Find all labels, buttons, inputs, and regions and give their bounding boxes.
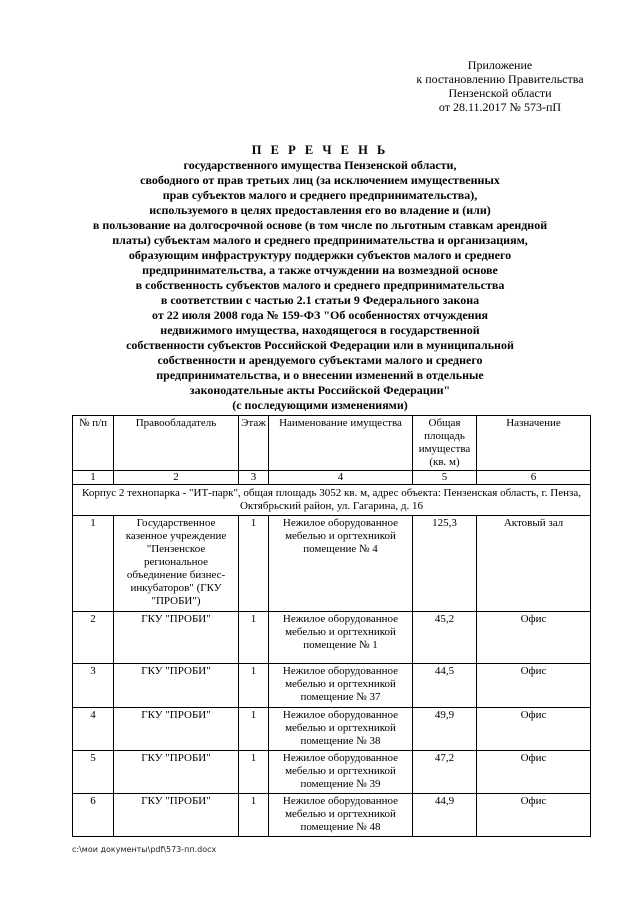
title-line: свободного от прав третьих лиц (за исключением имущественных <box>140 173 500 187</box>
cell-name: Нежилое оборудованное мебелью и оргтехникой помещение № 48 <box>269 794 413 837</box>
appendix-line: Пензенской области <box>448 86 552 100</box>
title-line: образующим инфраструктуру поддержки субъектов малого и среднего <box>128 248 512 262</box>
cell-purpose: Офис <box>477 751 591 794</box>
section-description: Корпус 2 технопарка - "ИТ-парк", общая площадь 3052 кв. м, адрес объекта: Пензенская область, г. Пенза, Октябрьский район, ул. Гагарина, д. 16 <box>73 485 591 516</box>
table-header-row <box>73 416 591 471</box>
table-row <box>73 794 591 837</box>
header-owner: Правообладатель <box>114 416 239 471</box>
title-line: предпринимательства, а также отчуждении на возмездной основе <box>142 263 498 277</box>
header-name: Наименование имущества <box>269 416 413 471</box>
column-number: 4 <box>269 471 413 485</box>
title-line: собственности субъектов Российской Федерации или в муниципальной <box>126 338 514 352</box>
cell-floor: 1 <box>239 516 269 612</box>
title-line: государственного имущества Пензенской области, <box>183 158 457 172</box>
title-line: от 22 июля 2008 года № 159-ФЗ "Об особенностях отчуждения <box>152 308 488 322</box>
cell-num: 5 <box>73 751 114 794</box>
cell-floor: 1 <box>239 794 269 837</box>
cell-name: Нежилое оборудованное мебелью и оргтехникой помещение № 37 <box>269 664 413 708</box>
appendix-date-line: от 28.11.2017 № 573-пП <box>438 100 562 114</box>
cell-name: Нежилое оборудованное мебелью и оргтехникой помещение № 4 <box>269 516 413 612</box>
cell-purpose: Офис <box>477 708 591 751</box>
cell-owner: ГКУ "ПРОБИ" <box>114 794 239 837</box>
cell-num: 4 <box>73 708 114 751</box>
cell-num: 6 <box>73 794 114 837</box>
table-row <box>73 708 591 751</box>
file-path-footer: c:\мои документы\pdf\573-пп.docx <box>72 845 217 854</box>
table-row <box>73 751 591 794</box>
cell-area: 45,2 <box>413 612 477 664</box>
header-num: № п/п <box>73 416 114 471</box>
title-line: собственности и арендуемого субъектами малого и среднего <box>157 353 483 367</box>
cell-area: 47,2 <box>413 751 477 794</box>
title-line: платы) субъектам малого и среднего предпринимательства и организациям, <box>112 233 528 247</box>
cell-area: 49,9 <box>413 708 477 751</box>
cell-name: Нежилое оборудованное мебелью и оргтехникой помещение № 39 <box>269 751 413 794</box>
title-line: в собственность субъектов малого и среднего предпринимательства <box>135 278 505 292</box>
cell-owner: ГКУ "ПРОБИ" <box>114 751 239 794</box>
table-row <box>73 516 591 612</box>
column-number: 6 <box>477 471 591 485</box>
cell-purpose: Офис <box>477 664 591 708</box>
title-line: недвижимого имущества, находящегося в государственной <box>160 323 480 337</box>
cell-num: 1 <box>73 516 114 612</box>
column-number: 2 <box>114 471 239 485</box>
title-line: используемого в целях предоставления его во владение и (или) <box>149 203 491 217</box>
cell-name: Нежилое оборудованное мебелью и оргтехникой помещение № 38 <box>269 708 413 751</box>
cell-num: 3 <box>73 664 114 708</box>
header-purpose: Назначение <box>477 416 591 471</box>
column-number: 5 <box>413 471 477 485</box>
cell-floor: 1 <box>239 751 269 794</box>
section-row <box>73 485 591 516</box>
cell-area: 44,9 <box>413 794 477 837</box>
title-line: прав субъектов малого и среднего предпринимательства), <box>162 188 478 202</box>
property-table <box>72 415 591 837</box>
column-number: 1 <box>73 471 114 485</box>
cell-floor: 1 <box>239 612 269 664</box>
cell-owner: Государственное казенное учреждение "Пензенское региональное объединение бизнес-инкубаторов" (ГКУ "ПРОБИ") <box>114 516 239 612</box>
cell-purpose: Офис <box>477 612 591 664</box>
title-line: (с последующими изменениями) <box>232 398 408 412</box>
title-line: в пользование на долгосрочной основе (в том числе по льготным ставкам арендной <box>92 218 548 232</box>
cell-owner: ГКУ "ПРОБИ" <box>114 612 239 664</box>
document-title <box>60 143 580 413</box>
header-area: Общая площадь имущества (кв. м) <box>413 416 477 471</box>
cell-area: 125,3 <box>413 516 477 612</box>
title-line: предпринимательства, и о внесении изменений в отдельные <box>156 368 484 382</box>
cell-name: Нежилое оборудованное мебелью и оргтехникой помещение № 1 <box>269 612 413 664</box>
column-number-row <box>73 471 591 485</box>
cell-num: 2 <box>73 612 114 664</box>
cell-floor: 1 <box>239 664 269 708</box>
column-number: 3 <box>239 471 269 485</box>
title-line: в соответствии с частью 2.1 статьи 9 Федерального закона <box>160 293 480 307</box>
title-line: законодательные акты Российской Федерации" <box>189 383 451 397</box>
table-row <box>73 612 591 664</box>
appendix-block <box>380 58 620 114</box>
cell-floor: 1 <box>239 708 269 751</box>
cell-area: 44,5 <box>413 664 477 708</box>
cell-owner: ГКУ "ПРОБИ" <box>114 664 239 708</box>
cell-owner: ГКУ "ПРОБИ" <box>114 708 239 751</box>
table-row <box>73 664 591 708</box>
cell-purpose: Офис <box>477 794 591 837</box>
appendix-line: Приложение <box>467 58 533 72</box>
cell-purpose: Актовый зал <box>477 516 591 612</box>
header-floor: Этаж <box>239 416 269 471</box>
title-heading: П Е Р Е Ч Е Н Ь <box>251 143 389 157</box>
appendix-line: к постановлению Правительства <box>416 72 584 86</box>
